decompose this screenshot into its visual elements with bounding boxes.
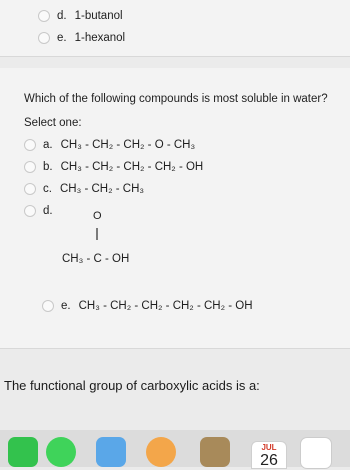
radio-button[interactable]: [42, 300, 54, 312]
option-e-1-hexanol[interactable]: [38, 32, 125, 44]
select-one-label: Select one:: [24, 117, 82, 129]
option-d[interactable]: [24, 205, 61, 217]
option-letter: e.: [61, 300, 71, 312]
option-text: 1-hexanol: [74, 32, 126, 44]
option-text: CH₃ - CH₂ - CH₃: [59, 183, 145, 195]
maps-icon[interactable]: [96, 437, 126, 467]
option-d-structure: CH₃ - C - OH: [62, 253, 130, 265]
option-letter: d.: [57, 10, 67, 22]
option-c[interactable]: [24, 183, 144, 195]
radio-button[interactable]: [24, 161, 36, 173]
option-text: 1-butanol: [74, 10, 123, 22]
facetime-icon[interactable]: [8, 437, 38, 467]
option-letter: e.: [57, 32, 67, 44]
radio-button[interactable]: [38, 32, 50, 44]
option-b[interactable]: [24, 161, 203, 173]
option-d-1-butanol[interactable]: [38, 10, 123, 22]
calendar-day: 26: [260, 452, 278, 469]
option-text: CH₃ - CH₂ - CH₂ - CH₂ - CH₂ - OH: [78, 300, 253, 312]
option-e[interactable]: [42, 300, 253, 312]
radio-button[interactable]: [24, 183, 36, 195]
photos-icon[interactable]: [146, 437, 176, 467]
option-letter: d.: [43, 205, 53, 217]
messages-icon[interactable]: [46, 437, 76, 467]
folder-icon[interactable]: [200, 437, 230, 467]
carbonyl-double-bond: [96, 228, 98, 240]
radio-button[interactable]: [24, 205, 36, 217]
radio-button[interactable]: [38, 10, 50, 22]
next-question-text: The functional group of carboxylic acids is a:: [4, 378, 260, 393]
option-letter: b.: [43, 161, 53, 173]
carbonyl-oxygen: O: [93, 210, 102, 222]
reminders-icon[interactable]: [300, 437, 332, 469]
radio-button[interactable]: [24, 139, 36, 151]
option-text: CH₃ - CH₂ - CH₂ - CH₂ - OH: [60, 161, 204, 173]
option-text: CH₃ - CH₂ - CH₂ - O - CH₃: [60, 139, 196, 151]
option-letter: a.: [43, 139, 53, 151]
previous-question-card: [0, 0, 350, 57]
option-a[interactable]: [24, 139, 195, 151]
option-letter: c.: [43, 183, 52, 195]
question-text: Which of the following compounds is most soluble in water?: [24, 93, 328, 105]
calendar-month: JUL: [261, 443, 277, 452]
